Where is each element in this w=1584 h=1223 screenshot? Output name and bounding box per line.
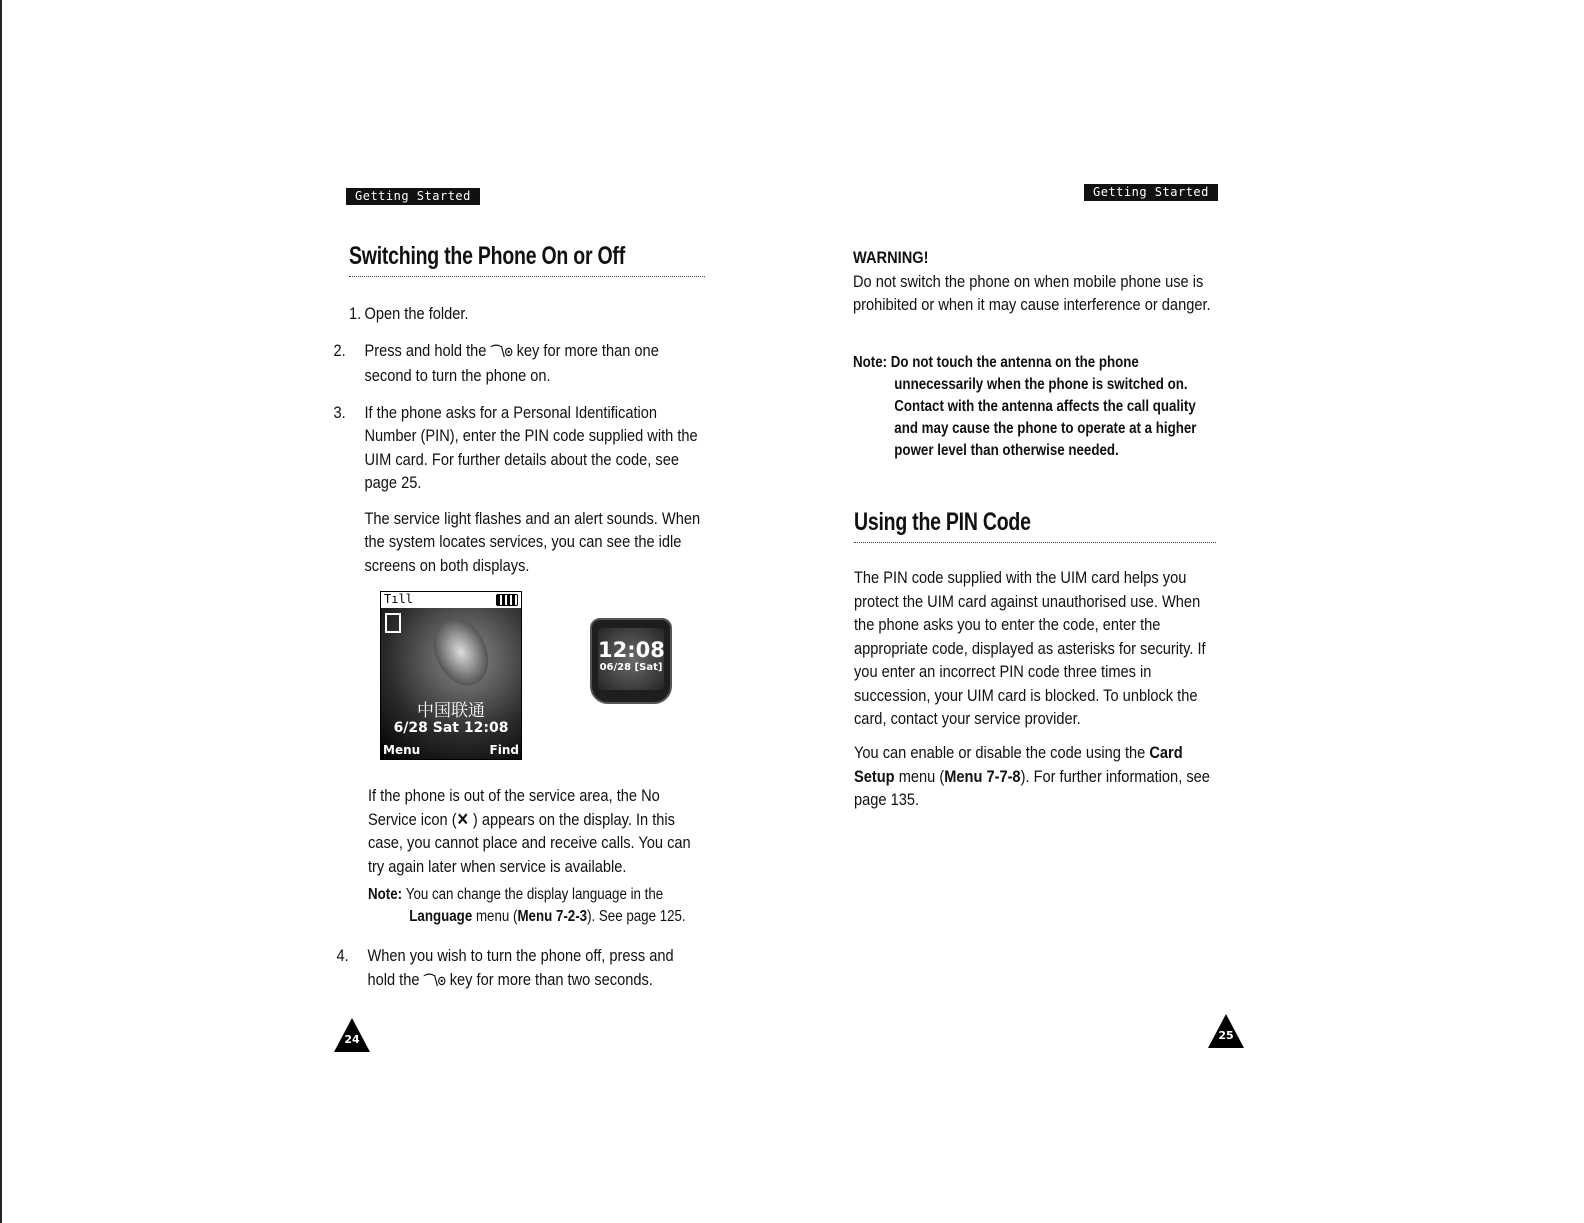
power-end-key-icon: ⌒\⊙ xyxy=(490,344,513,360)
main-display-image xyxy=(380,591,522,760)
language-menu-name: Language xyxy=(409,908,473,925)
carrier-name: 中国联通 xyxy=(417,701,485,721)
step-text: key for more than two seconds. xyxy=(449,969,653,989)
page-edge-line xyxy=(0,0,2,1223)
para-text: ). For further information, see page 135. xyxy=(854,766,1210,809)
warning-title: WARNING! xyxy=(853,248,929,267)
note-label: Note: xyxy=(368,886,403,903)
page-number-right: 25 xyxy=(1218,1029,1234,1042)
no-service-text: If the phone is out of the service area, the No Service icon ( xyxy=(368,786,660,829)
note-label: Note: xyxy=(853,354,888,371)
note-text: menu ( xyxy=(475,908,518,925)
page-number-left: 24 xyxy=(344,1033,360,1046)
step-text: Open the folder. xyxy=(364,304,469,323)
softkey-find: Find xyxy=(489,743,519,757)
note-continued xyxy=(368,906,729,928)
para-text: You can enable or disable the code using the xyxy=(854,743,1146,762)
no-service-text: ) appears on the display. In this case, you cannot place and receive calls. You can try again later when service is available. xyxy=(368,809,691,876)
softkey-bar xyxy=(381,741,521,759)
external-screen xyxy=(598,628,664,690)
step-number: 4. xyxy=(336,946,349,965)
idle-datetime: 6/28 Sat 12:08 xyxy=(393,720,509,736)
wallpaper-logo xyxy=(385,613,401,633)
note-language xyxy=(368,884,729,928)
step-text: When you wish to turn the phone off, press and hold the xyxy=(367,946,674,989)
external-time: 12:08 xyxy=(598,638,665,662)
section-tab-right: Getting Started xyxy=(1084,184,1218,201)
para-text: menu ( xyxy=(898,766,945,786)
status-bar xyxy=(381,592,521,608)
step-text: If the phone asks for a Personal Identification Number (PIN), enter the PIN code supplied with the UIM card. For further details about the code, see page 25. xyxy=(364,402,698,492)
warning-text: Do not switch the phone on when mobile phone use is prohibited or when it may cause interference or danger. xyxy=(853,271,1211,314)
softkey-menu: Menu xyxy=(383,743,421,757)
external-display-image xyxy=(590,618,672,704)
title-underline-left xyxy=(349,276,705,277)
card-setup-menu: Card Setup xyxy=(854,743,1183,786)
step-number: 1. xyxy=(349,304,362,323)
battery-icon xyxy=(496,594,518,606)
wallpaper-plant xyxy=(424,610,499,695)
pin-paragraph-1: The PIN code supplied with the UIM card helps you protect the UIM card against unauthorised use. When the phone asks you to enter the code, enter the appropriate code, displayed as asterisks for security. If you enter an incorrect PIN code three times in succession, your UIM card is blocked. To unblock the card, contact your service provider. xyxy=(854,568,1206,728)
step-2 xyxy=(333,339,702,388)
external-date: 06/28 [Sat] xyxy=(599,662,663,673)
menu-code: Menu 7-2-3 xyxy=(517,908,588,925)
service-paragraph: The service light flashes and an alert sounds. When the system locates services, you can see the idle screens on both displays. xyxy=(364,508,701,575)
title-underline-right xyxy=(854,542,1216,543)
pin-paragraph-2 xyxy=(854,741,1217,812)
note-text: Do not touch the antenna on the phone xyxy=(890,354,1139,371)
step-1 xyxy=(349,302,702,326)
step-list xyxy=(333,302,702,577)
note-continued: unnecessarily when the phone is switched on. Contact with the antenna affects the call quality and may cause the phone to operate at a higher power level than otherwise needed. xyxy=(894,376,1197,459)
signal-strength-icon: Tıll xyxy=(384,592,413,606)
step-number: 3. xyxy=(333,402,346,422)
step-text: Press and hold the xyxy=(364,340,487,360)
no-service-icon: ✕ xyxy=(456,809,469,829)
section-tab-left: Getting Started xyxy=(346,188,480,205)
step-4 xyxy=(336,944,705,993)
step-3 xyxy=(333,401,702,495)
step-text: key for more than one second to turn the phone on. xyxy=(364,340,659,385)
page-title-left: Switching the Phone On or Off xyxy=(349,242,625,270)
no-service-paragraph xyxy=(368,784,705,878)
note-text: ). See page 125. xyxy=(587,908,686,925)
step-number: 2. xyxy=(333,340,346,360)
note-antenna xyxy=(853,352,1221,462)
menu-code: Menu 7-7-8 xyxy=(944,766,1021,786)
note-text: You can change the display language in the xyxy=(405,886,664,903)
power-end-key-icon: ⌒\⊙ xyxy=(423,973,446,989)
step-4-body xyxy=(336,944,705,993)
page-title-right: Using the PIN Code xyxy=(854,508,1031,536)
warning-block xyxy=(853,246,1214,317)
